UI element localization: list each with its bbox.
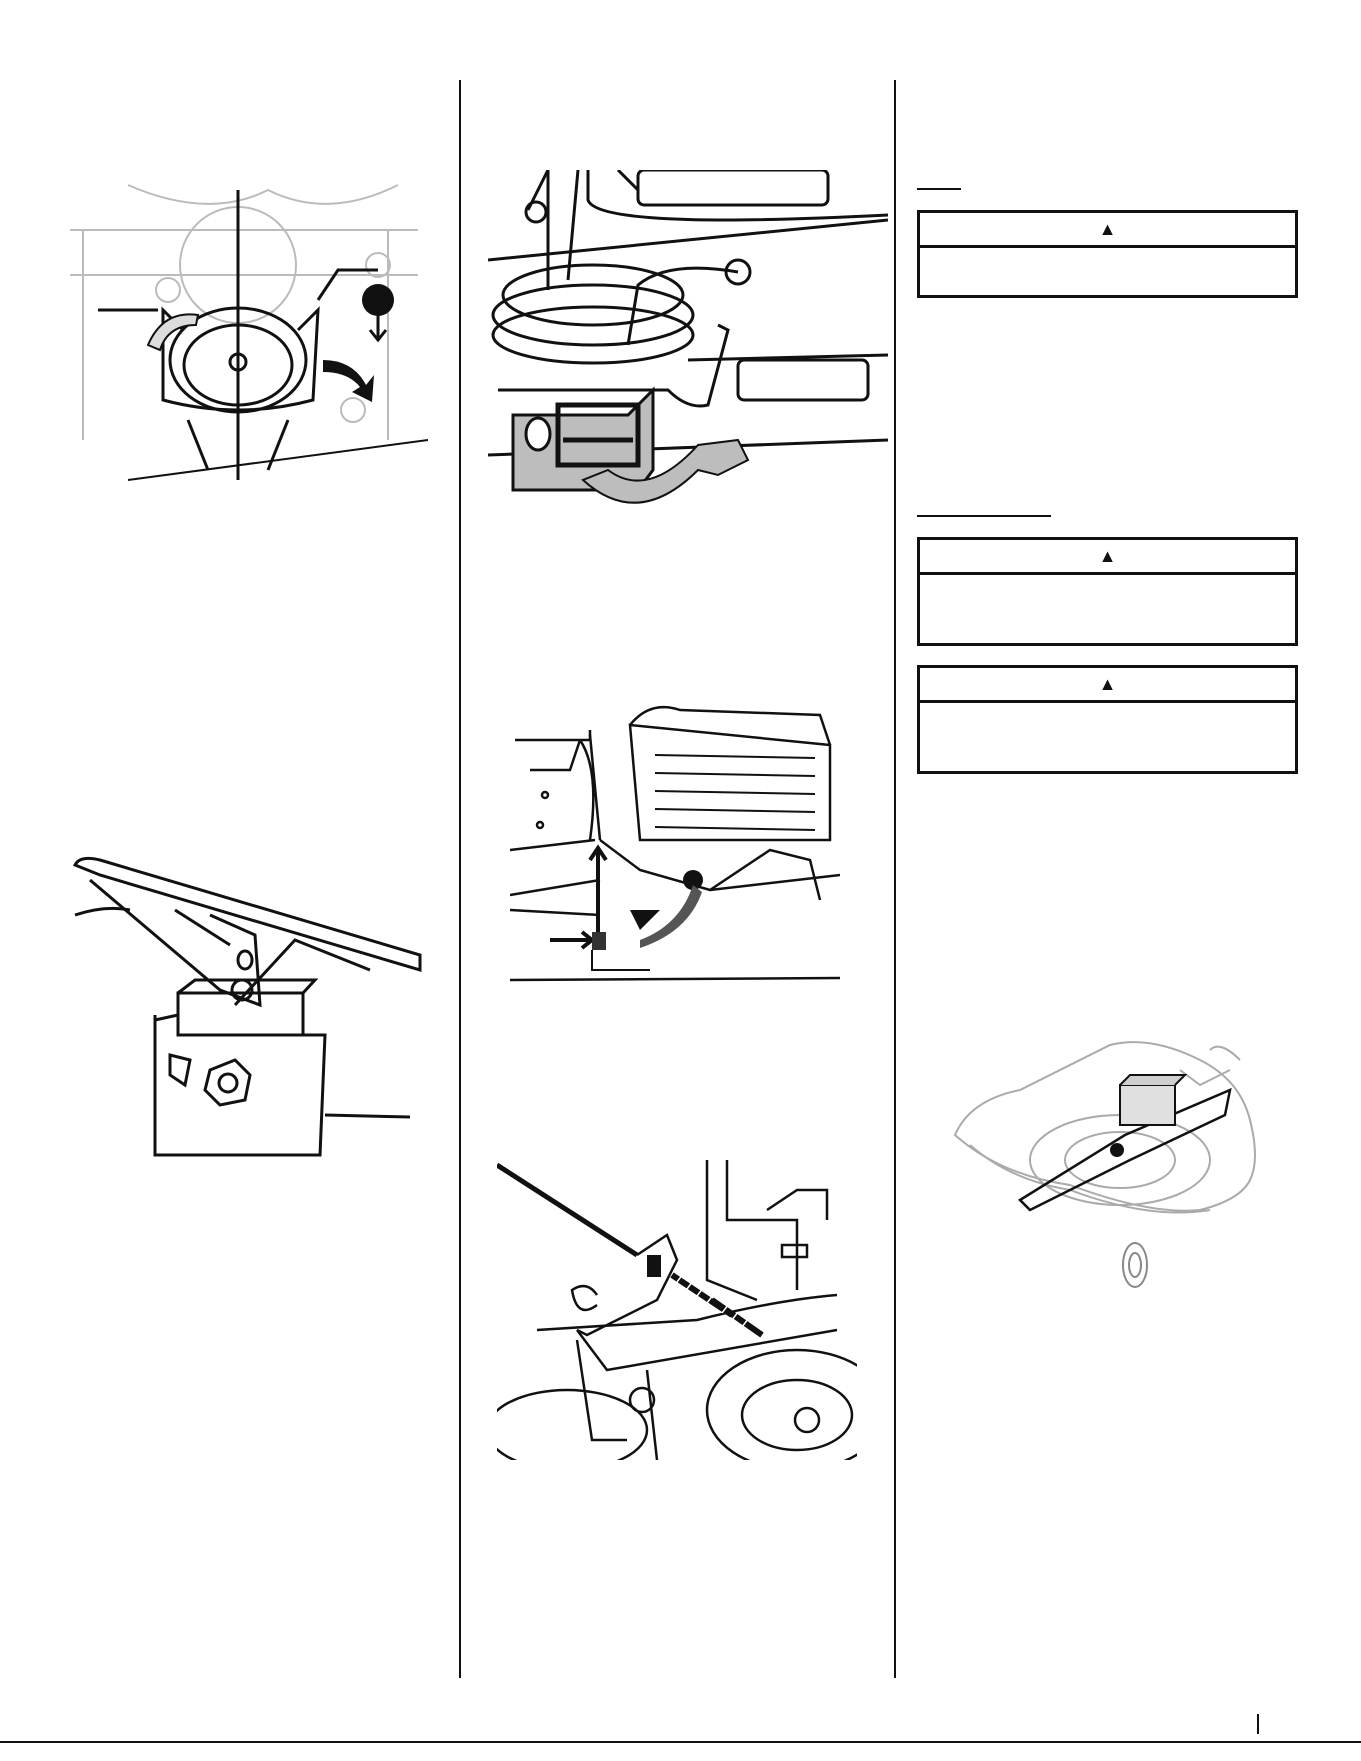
- figure-cable-spring: [497, 1160, 857, 1460]
- figure-deck-guard: [510, 700, 840, 990]
- warning-box-3: [917, 665, 1298, 774]
- warning-header: [920, 213, 1295, 248]
- figure-hanger-bracket: [70, 855, 430, 1170]
- warning-triangle-icon: ▲: [1098, 545, 1117, 566]
- column-divider-right: [894, 80, 896, 1678]
- hanger-icon: [488, 170, 888, 515]
- warning-header: [920, 668, 1295, 703]
- guard-icon: [510, 700, 840, 990]
- figure-pulley-removal: [68, 180, 428, 485]
- warning-box-2: [917, 537, 1298, 646]
- figure-deck-hanger-front: [488, 170, 888, 515]
- section-heading-underline-2: [917, 515, 1051, 517]
- section-heading-underline-1: [917, 188, 961, 190]
- spring-icon: [497, 1160, 857, 1460]
- pulley-icon: [68, 180, 428, 485]
- warning-triangle-icon: ▲: [1098, 673, 1117, 694]
- warning-header: [920, 540, 1295, 575]
- bracket-icon: [70, 855, 430, 1170]
- page-number-marker: [1257, 1714, 1259, 1734]
- warning-box-1: [917, 210, 1298, 298]
- figure-blade-deck: [950, 1040, 1270, 1340]
- footer-rule: [0, 1741, 1361, 1743]
- column-divider-left: [459, 80, 461, 1678]
- blade-icon: [950, 1040, 1270, 1340]
- warning-triangle-icon: ▲: [1098, 218, 1117, 239]
